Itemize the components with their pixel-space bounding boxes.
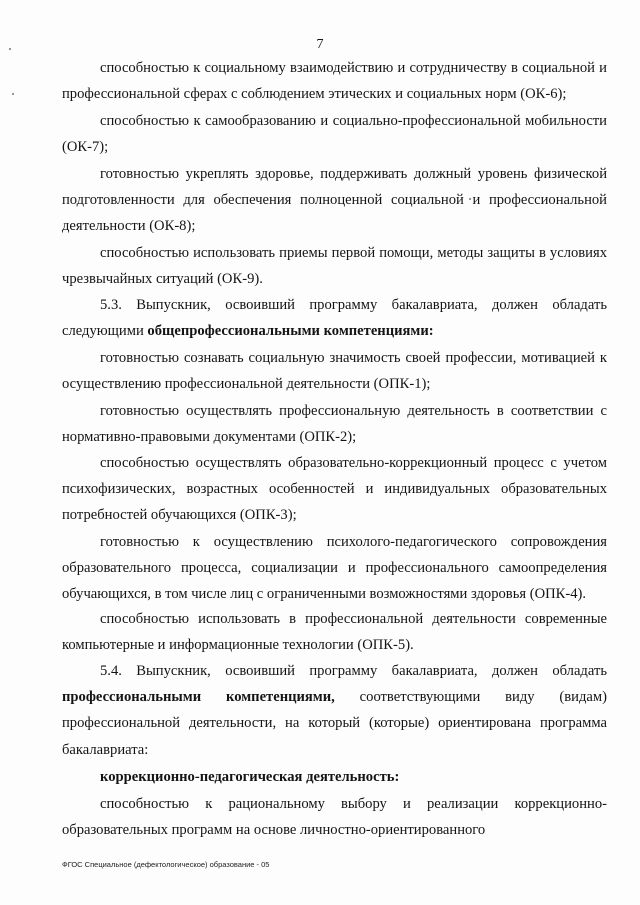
paragraph-ok7: способностью к самообразованию и социально-профессиональной мобильности (ОК-7);	[62, 113, 607, 156]
section-5-4-tail: соответствующими виду (видам) профессиональной деятельности, на который (которые) ориентирована программа бакалавриата:	[62, 689, 607, 758]
section-5-3-lead: 5.3. Выпускник, освоивший программу бакалавриата, должен обладать следующими	[62, 297, 607, 340]
scan-speck	[12, 93, 14, 95]
paragraph-opk3: способностью осуществлять образовательно-коррекционный процесс с учетом психофизических, возрастных особенностей и индивидуальных образовательных потребностей обучающихся (ОПК-3);	[62, 455, 607, 524]
subheading-correctional-pedagogical: коррекционно-педагогическая деятельность:	[100, 769, 400, 785]
paragraph-ok9: способностью использовать приемы первой помощи, методы защиты в условиях чрезвычайных ситуаций (ОК-9).	[62, 245, 607, 288]
paragraph-ok6: способностью к социальному взаимодействию и сотрудничеству в социальной и профессиональной сферах с соблюдением этических и социальных норм (ОК-6);	[62, 60, 607, 103]
page-number: 7	[316, 37, 324, 52]
paragraph-section-5-3	[62, 292, 607, 344]
paragraph-opk1: готовностью сознавать социальную значимость своей профессии, мотивацией к осуществлению профессиональной деятельности (ОПК-1);	[62, 350, 607, 393]
section-5-3-bold: общепрофессиональными компетенциями:	[147, 323, 434, 340]
paragraph-pk-start: способностью к рациональному выбору и реализации коррекционно-образовательных программ на основе личностно-ориентированного	[62, 796, 607, 839]
paragraph-section-5-4	[62, 658, 607, 763]
paragraph-opk2: готовностью осуществлять профессиональную деятельность в соответствии с нормативно-правовыми документами (ОПК-2);	[62, 403, 607, 446]
footer-standard-label: ФГОС Специальное (дефектологическое) образование - 05	[62, 860, 270, 869]
section-5-4-lead: 5.4. Выпускник, освоивший программу бакалавриата, должен обладать	[100, 663, 607, 679]
paragraph-opk5: способностью использовать в профессиональной деятельности современные компьютерные и информационные технологии (ОПК-5).	[62, 611, 607, 654]
section-5-4-bold: профессиональными компетенциями,	[62, 689, 335, 706]
paragraph-ok8: готовностью укреплять здоровье, поддерживать должный уровень физической подготовленности для обеспечения полноценной социальной и профессиональной деятельности (ОК-8);	[62, 166, 607, 235]
paragraph-opk4: готовностью к осуществлению психолого-педагогического сопровождения образовательного процесса, социализации и профессионального самоопределения обучающихся, в том числе лиц с ограниченными возможностями здоровья (ОПК-4).	[62, 534, 607, 603]
